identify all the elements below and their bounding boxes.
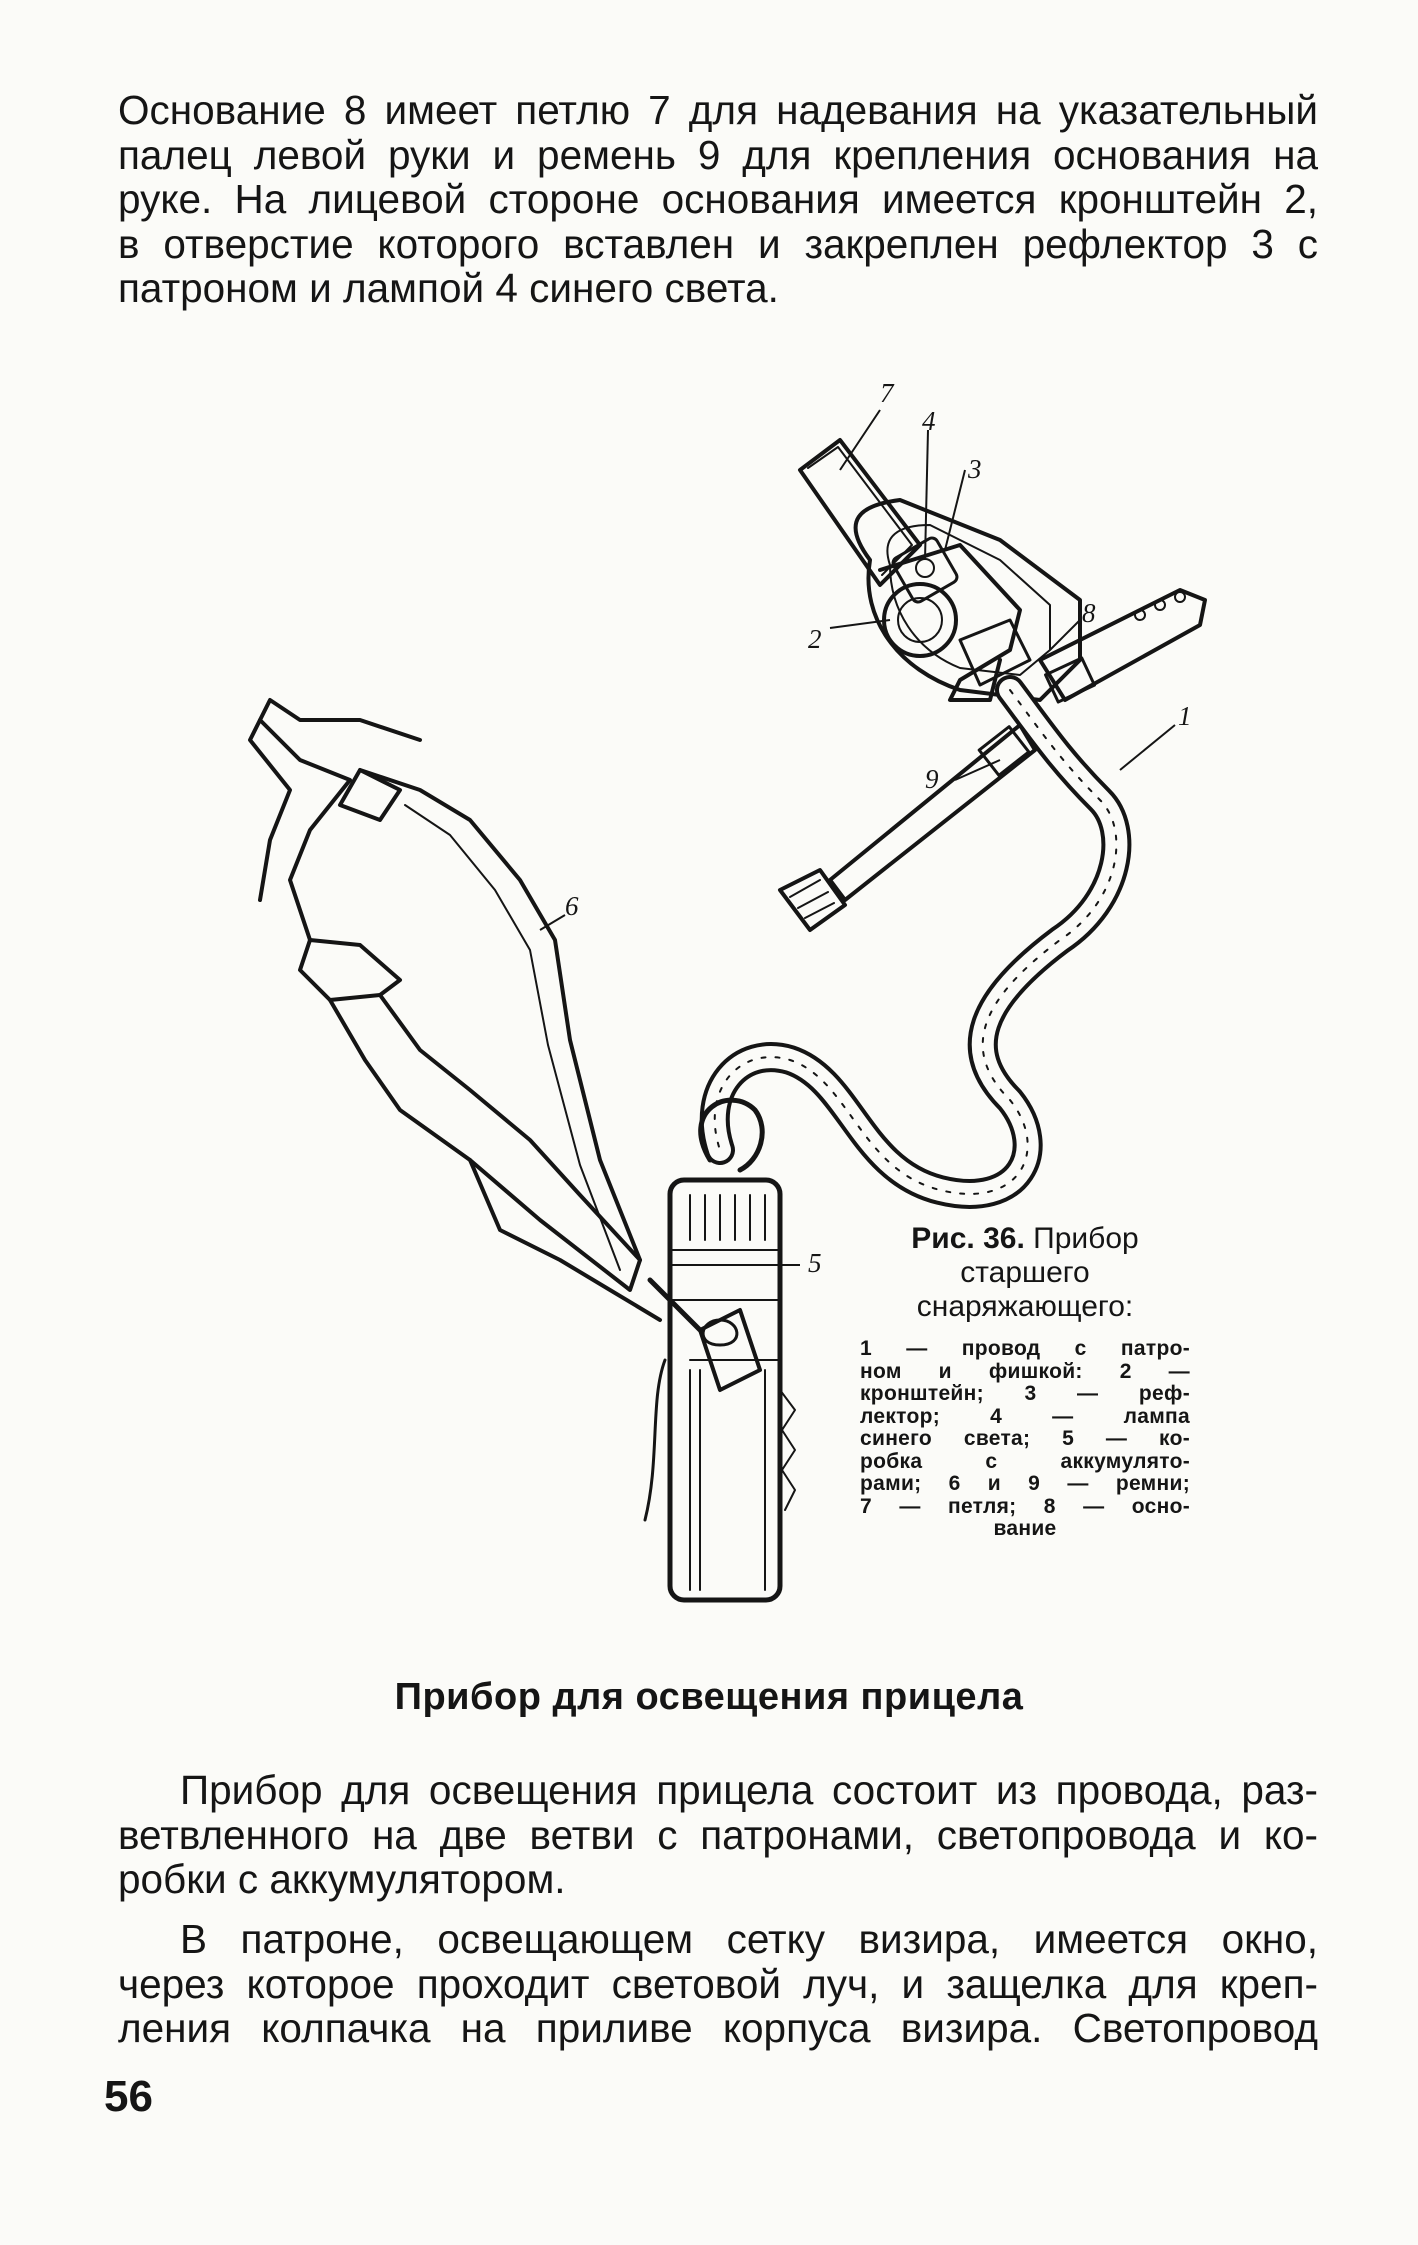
legend-line: ном и фишкой: 2 —	[860, 1359, 1190, 1383]
caption-figure-number: Рис. 36.	[911, 1222, 1025, 1255]
paragraph-line: в отверстие которого вставлен и закреплен рефлектор 3 с	[118, 220, 1318, 267]
paragraph-line: палец левой руки и ремень 9 для крепления основания на	[118, 131, 1318, 178]
paragraph-line: через которое проходит световой луч, и защелка для креп-	[118, 1960, 1318, 2007]
callout-5: 5	[808, 1248, 822, 1278]
paragraph-line: Прибор для освещения прицела состоит из провода, раз-	[180, 1767, 1318, 1813]
page-number: 56	[104, 2072, 153, 2121]
section-heading: Прибор для освещения прицела	[394, 1676, 1024, 1718]
callout-4: 4	[922, 406, 936, 436]
figure-caption	[860, 1222, 1190, 1541]
caption-title-text: Прибор старшего снаряжающего:	[916, 1222, 1139, 1323]
legend-line: лектор; 4 — лампа	[860, 1404, 1190, 1428]
legend-line: 7 — петля; 8 — осно-	[860, 1494, 1190, 1518]
callout-9: 9	[925, 764, 939, 794]
paragraph-line: патроном и лампой 4 синего света.	[118, 265, 779, 311]
callout-1: 1	[1178, 701, 1192, 731]
callout-2: 2	[808, 624, 822, 654]
callout-8: 8	[1082, 598, 1096, 628]
strap-6	[330, 995, 640, 1290]
legend-line: кронштейн; 3 — реф-	[860, 1382, 1190, 1405]
caption-legend	[860, 1338, 1190, 1541]
paragraph-line: Основание 8 имеет петлю 7 для надевания на указательный	[118, 87, 1318, 133]
battery-box	[670, 1180, 780, 1600]
bracket	[884, 584, 956, 656]
callout-3: 3	[968, 454, 982, 484]
legend-line: рами; 6 и 9 — ремни;	[860, 1472, 1190, 1495]
strap-9	[830, 725, 1035, 900]
legend-line: вание	[993, 1517, 1057, 1540]
paragraph-line: В патроне, освещающем сетку визира, имеется окно,	[180, 1916, 1318, 1962]
callout-7: 7	[880, 378, 894, 408]
paragraph-line: ления колпачка на приливе корпуса визира. Светопровод	[118, 2005, 1318, 2051]
strap-right	[1040, 590, 1205, 700]
paragraph-line: робки с аккумулятором.	[118, 1856, 566, 1902]
caption-title	[860, 1222, 1190, 1324]
paragraph-line: ветвленного на две ветви с патронами, светопровода и ко-	[118, 1811, 1318, 1858]
body-paragraph-1	[118, 1768, 1318, 1902]
legend-line: синего света; 5 — ко-	[860, 1427, 1190, 1450]
paragraph-line: руке. На лицевой стороне основания имеется кронштейн 2,	[118, 176, 1318, 222]
legend-line: робка с аккумулято-	[860, 1449, 1190, 1473]
callout-6: 6	[565, 891, 579, 921]
body-paragraph-2	[118, 1917, 1318, 2051]
legend-line: 1 — провод с патро-	[860, 1337, 1190, 1360]
